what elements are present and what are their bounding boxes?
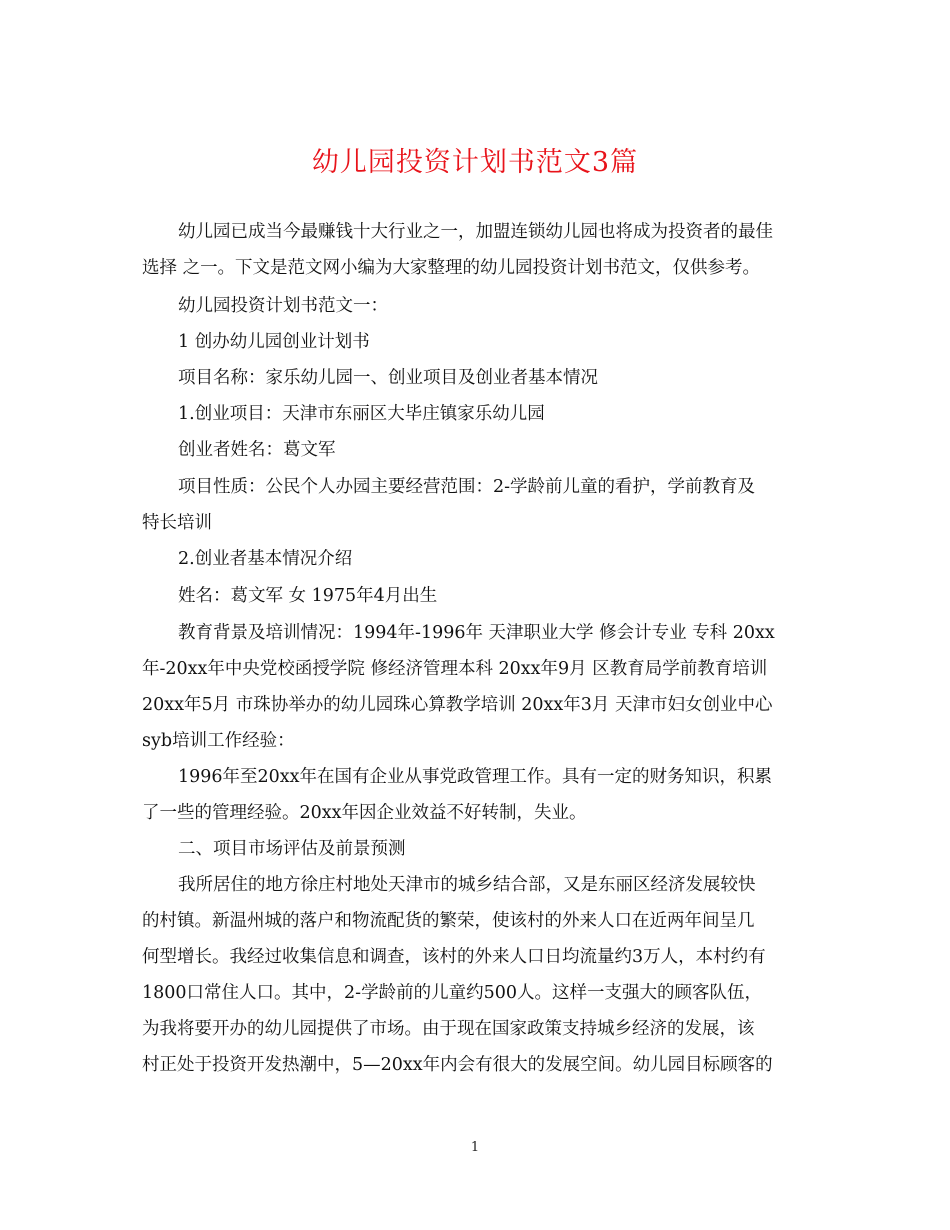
paragraph-line: 村正处于投资开发热潮中，5—20xx年内会有很大的发展空间。幼儿园目标顾客的 — [142, 1055, 773, 1075]
paragraph-line: 项目性质：公民个人办园主要经营范围：2-学龄前儿童的看护，学前教育及 — [178, 477, 756, 497]
paragraph-line: 年-20xx年中央党校函授学院 修经济管理本科 20xx年9月 区教育局学前教育培训 — [142, 659, 768, 679]
paragraph-line: 幼儿园已成当今最赚钱十大行业之一，加盟连锁幼儿园也将成为投资者的最佳 — [178, 222, 773, 242]
document-title: 幼儿园投资计划书范文3篇 — [311, 147, 639, 178]
paragraph-line: 选择 之一。下文是范文网小编为大家整理的幼儿园投资计划书范文，仅供参考。 — [142, 258, 761, 278]
paragraph-line: 创业者姓名：葛文军 — [178, 440, 336, 460]
paragraph-line: 为我将要开办的幼儿园提供了市场。由于现在国家政策支持城乡经济的发展，该 — [142, 1019, 755, 1039]
paragraph-line: 1.创业项目：天津市东丽区大毕庄镇家乐幼儿园 — [178, 404, 545, 424]
paragraph-line: 2.创业者基本情况介绍 — [178, 549, 353, 569]
paragraph-line: 了一些的管理经验。20xx年因企业效益不好转制，失业。 — [142, 803, 587, 823]
paragraph-line: 项目名称：家乐幼儿园一、创业项目及创业者基本情况 — [178, 368, 598, 388]
paragraph-line: 特长培训 — [142, 513, 212, 533]
paragraph-line: 1 创办幼儿园创业计划书 — [178, 332, 370, 352]
paragraph-line: 姓名：葛文军 女 1975年4月出生 — [178, 586, 438, 606]
paragraph-line: 教育背景及培训情况：1994年-1996年 天津职业大学 修会计专业 专科 20xx — [178, 623, 775, 643]
paragraph-line: 幼儿园投资计划书范文一： — [178, 296, 388, 316]
page-number: 1 — [470, 1140, 480, 1155]
paragraph-line: syb培训工作经验： — [142, 731, 295, 751]
paragraph-line: 的村镇。新温州城的落户和物流配货的繁荣，使该村的外来人口在近两年间呈几 — [142, 911, 755, 931]
paragraph-line: 我所居住的地方徐庄村地处天津市的城乡结合部，又是东丽区经济发展较快 — [178, 875, 756, 895]
paragraph-line: 20xx年5月 市珠协举办的幼儿园珠心算教学培训 20xx年3月 天津市妇女创业中心 — [142, 695, 773, 715]
paragraph-line: 1800口常住人口。其中，2-学龄前的儿童约500人。这样一支强大的顾客队伍， — [142, 983, 762, 1003]
paragraph-line: 何型增长。我经过收集信息和调查，该村的外来人口日均流量约3万人，本村约有 — [142, 947, 766, 967]
paragraph-line: 1996年至20xx年在国有企业从事党政管理工作。具有一定的财务知识，积累 — [178, 767, 773, 787]
paragraph-line: 二、项目市场评估及前景预测 — [178, 839, 406, 859]
